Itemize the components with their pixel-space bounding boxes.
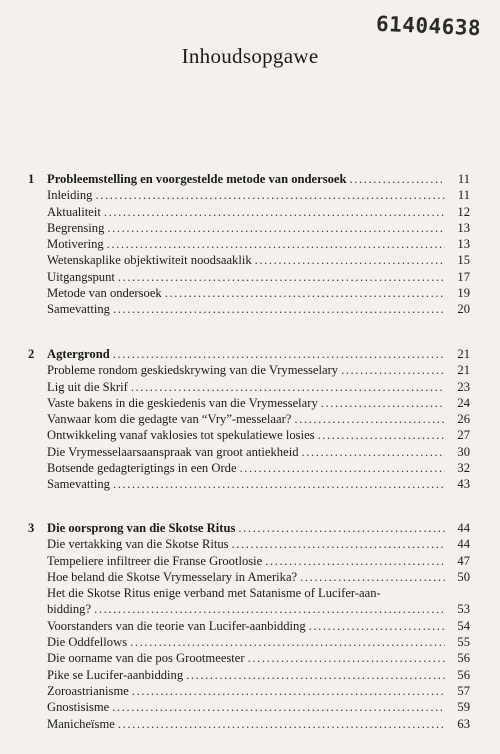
dot-leader [318,427,445,443]
dot-leader [112,699,445,715]
entry-title: Metode van ondersoek [47,286,162,301]
toc-entry[interactable] [28,634,470,650]
entry-title: Samevatting [47,477,110,492]
chapter-1 [28,171,470,318]
toc-entry[interactable] [28,460,470,476]
page-number: 21 [457,363,470,378]
dot-leader [302,444,446,460]
dot-leader [321,395,445,411]
toc-entry[interactable] [28,553,470,569]
page-number: 19 [457,286,470,301]
toc-entry[interactable] [28,536,470,552]
page-number: 63 [457,716,470,731]
page-number: 59 [457,700,470,715]
entry-title: Inleiding [47,188,93,203]
dot-leader [130,634,445,650]
dot-leader [132,683,445,699]
entry-title: Botsende gedagterigtings in een Orde [47,461,237,476]
entry-title: Zoroastrianisme [47,683,129,698]
entry-title: Gnostisisme [47,700,110,715]
page-number: 47 [457,553,470,568]
page-number: 21 [457,347,470,361]
dot-leader [118,716,445,732]
toc-entry[interactable] [28,667,470,683]
entry-title: Ontwikkeling vanaf vaklosies tot spekulatiewe losies [47,428,315,443]
dot-leader [341,362,445,378]
dot-leader [107,236,445,252]
entry-title: Vanwaar kom die gedagte van “Vry”-messelaar? [47,412,292,427]
toc-entry[interactable] [28,236,470,252]
toc-entry[interactable] [28,683,470,699]
toc-entry[interactable] [28,220,470,236]
dot-leader [118,269,445,285]
entry-title: Begrensing [47,220,105,235]
dot-leader [240,460,445,476]
dot-leader [113,346,445,362]
dot-leader [131,379,445,395]
entry-title: Tempeliere infiltreer die Franse Grootlosie [47,553,263,568]
dot-leader [265,553,445,569]
entry-title: Aktualiteit [47,204,101,219]
chapter-title: Die oorsprong van die Skotse Ritus [47,521,236,535]
toc-entry[interactable] [28,252,470,268]
page-number: 55 [457,635,470,650]
chapter-2 [28,346,470,493]
entry-title: Motivering [47,237,104,252]
page-number: 57 [457,683,470,698]
page-number: 53 [457,602,470,617]
entry-title: Pike se Lucifer-aanbidding [47,667,184,682]
dot-leader [165,285,445,301]
chapter-3 [28,520,470,732]
dot-leader [94,601,445,617]
toc-entry[interactable] [28,618,470,634]
entry-title: Manicheïsme [47,716,115,731]
chapter-heading[interactable] [28,346,470,362]
toc-entry[interactable] [28,269,470,285]
dot-leader [104,204,445,220]
toc-entry[interactable] [28,585,470,601]
dot-leader [113,476,445,492]
page-number: 13 [457,237,470,252]
toc-entry[interactable] [28,444,470,460]
toc-entry[interactable] [28,427,470,443]
toc-entry[interactable] [28,285,470,301]
page-title: Inhoudsopgawe [181,44,319,68]
page-number: 24 [457,395,470,410]
entry-title: Vaste bakens in die geskiedenis van die Vrymesselary [47,395,318,410]
chapter-number: 3 [28,521,35,535]
toc-entry[interactable] [28,362,470,378]
dot-leader [309,618,445,634]
chapter-title: Probleemstelling en voorgestelde metode van ondersoek [47,172,347,186]
dot-leader [255,252,445,268]
page-number: 12 [457,204,470,219]
page-number: 54 [457,618,470,633]
page-number: 11 [457,172,470,186]
toc-entry[interactable] [28,395,470,411]
page-number: 27 [457,428,470,443]
chapter-number: 1 [28,172,35,186]
dot-leader [350,171,445,187]
dot-leader [107,220,445,236]
entry-title: Lig uit die Skrif [47,379,128,394]
page-number: 32 [457,461,470,476]
entry-title: bidding? [47,602,92,617]
toc-entry[interactable] [28,187,470,203]
entry-title: Voorstanders van die teorie van Lucifer-aanbidding [47,618,306,633]
page-number: 26 [457,412,470,427]
toc-entry[interactable] [28,204,470,220]
entry-title: Het die Skotse Ritus enige verband met Satanisme of Lucifer-aan- [47,586,381,601]
toc-entry[interactable] [28,301,470,317]
entry-title: Die Oddfellows [47,635,128,650]
entry-title: Samevatting [47,302,110,317]
toc-entry[interactable] [28,650,470,666]
dot-leader [113,301,445,317]
chapter-title: Agtergrond [47,347,110,361]
dot-leader [248,650,445,666]
chapter-number: 2 [28,347,35,361]
toc-entry[interactable] [28,379,470,395]
page-number: 20 [457,302,470,317]
page-number: 11 [457,188,470,203]
page-number: 15 [457,253,470,268]
page-number: 44 [457,521,470,535]
toc-entry[interactable] [28,569,470,585]
page-number: 30 [457,444,470,459]
dot-leader [95,187,445,203]
dot-leader [294,411,445,427]
dot-leader [232,536,445,552]
chapter-heading[interactable] [28,520,470,536]
page-number: 50 [457,569,470,584]
entry-title: Die vertakking van die Skotse Ritus [47,537,229,552]
entry-title: Wetenskaplike objektiwiteit noodsaaklik [47,253,252,268]
dot-leader [186,667,445,683]
toc-entry[interactable] [28,411,470,427]
toc-entry[interactable] [28,699,470,715]
page-number: 43 [457,477,470,492]
catalogue-stamp: 61404638 [375,11,482,41]
entry-title: Die Vrymesselaarsaanspraak van groot antiekheid [47,444,299,459]
entry-title: Hoe beland die Skotse Vrymesselary in Amerika? [47,569,298,584]
chapter-heading[interactable] [28,171,470,187]
dot-leader [238,520,445,536]
entry-title: Uitgangspunt [47,269,115,284]
page-number: 17 [457,269,470,284]
entry-title: Die oorname van die pos Grootmeester [47,651,245,666]
page-number: 23 [457,379,470,394]
page-number: 56 [457,651,470,666]
page-number: 13 [457,220,470,235]
toc-entry[interactable] [28,476,470,492]
toc-entry[interactable] [28,601,470,617]
page-number: 56 [457,667,470,682]
dot-leader [300,569,445,585]
entry-title: Probleme rondom geskiedskrywing van die Vrymesselary [47,363,339,378]
page-number: 44 [457,537,470,552]
toc-entry[interactable] [28,716,470,732]
